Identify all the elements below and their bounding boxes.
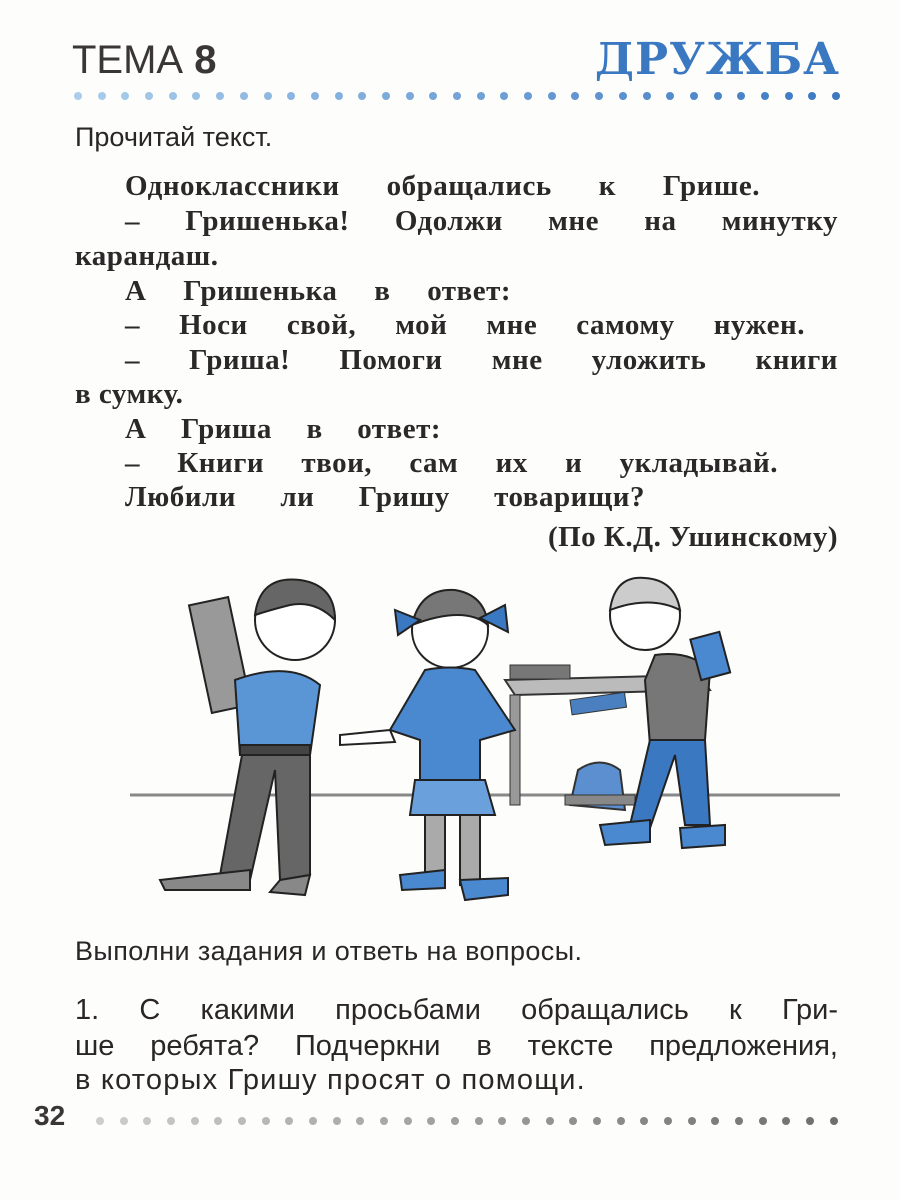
story-source: (По К.Д. Ушинскому): [547, 521, 838, 553]
dot: [356, 1117, 364, 1125]
dot: [358, 92, 366, 100]
dot: [808, 92, 816, 100]
girl: [340, 590, 515, 900]
dot: [333, 1117, 341, 1125]
story-line: А Гриша в ответ:: [125, 413, 441, 445]
dot: [238, 1117, 246, 1125]
dot: [832, 92, 840, 100]
dot: [524, 92, 532, 100]
dot: [380, 1117, 388, 1125]
theme-heading: [72, 38, 217, 83]
story-line: Любили ли Гришу товарищи?: [125, 481, 645, 513]
instruction: Прочитай текст.: [75, 122, 273, 152]
dot: [382, 92, 390, 100]
dot: [595, 92, 603, 100]
dot: [761, 92, 769, 100]
dot: [191, 1117, 199, 1125]
dot: [121, 92, 129, 100]
dot: [619, 92, 627, 100]
boy-with-pencils: [160, 579, 335, 895]
dot: [714, 92, 722, 100]
dot: [688, 1117, 696, 1125]
dot: [643, 92, 651, 100]
dot: [285, 1117, 293, 1125]
topic-title: ДРУЖБА: [594, 34, 840, 85]
dot: [335, 92, 343, 100]
story-line: – Гришенька! Одолжи мне на минутку: [125, 205, 838, 237]
dot: [498, 1117, 506, 1125]
dot: [571, 92, 579, 100]
dot: [98, 92, 106, 100]
dot: [500, 92, 508, 100]
story-line: в сумку.: [75, 378, 184, 410]
task-line: в которых Гришу просят о помощи.: [75, 1064, 586, 1096]
dot: [548, 92, 556, 100]
dot: [192, 92, 200, 100]
dot: [569, 1117, 577, 1125]
dot: [830, 1117, 838, 1125]
dot: [453, 92, 461, 100]
story-line: – Книги твои, сам их и укладывай.: [125, 447, 778, 479]
dot: [690, 92, 698, 100]
dot: [262, 1117, 270, 1125]
story-line: – Носи свой, мой мне самому нужен.: [125, 309, 805, 341]
story-line: А Гришенька в ответ:: [125, 275, 511, 307]
theme-number: 8: [194, 38, 217, 82]
story-line: карандаш.: [75, 240, 219, 272]
theme-label: ТЕМА: [72, 38, 184, 82]
story-line: – Гриша! Помоги мне уложить книги: [125, 344, 838, 376]
dot: [711, 1117, 719, 1125]
dot: [74, 92, 82, 100]
dot: [287, 92, 295, 100]
dot: [406, 92, 414, 100]
dot: [429, 92, 437, 100]
dot: [735, 1117, 743, 1125]
dot: [593, 1117, 601, 1125]
dot: [311, 92, 319, 100]
dot: [404, 1117, 412, 1125]
dotted-divider: [74, 92, 840, 100]
tasks-heading: Выполни задания и ответь на вопросы.: [75, 936, 583, 966]
dot: [120, 1117, 128, 1125]
dot: [666, 92, 674, 100]
dot: [169, 92, 177, 100]
dot: [664, 1117, 672, 1125]
dot: [782, 1117, 790, 1125]
dot: [477, 92, 485, 100]
dot: [214, 1117, 222, 1125]
dot: [640, 1117, 648, 1125]
dot: [451, 1117, 459, 1125]
dot: [546, 1117, 554, 1125]
task-line: ше ребята? Подчеркни в тексте предложения,: [75, 1030, 838, 1062]
dot: [309, 1117, 317, 1125]
dot: [264, 92, 272, 100]
dot: [167, 1117, 175, 1125]
dot: [240, 92, 248, 100]
story-line: Одноклассники обращались к Грише.: [125, 170, 760, 202]
dot: [522, 1117, 530, 1125]
page-number: 32: [34, 1100, 66, 1131]
dot: [96, 1117, 104, 1125]
dot: [143, 1117, 151, 1125]
dot: [475, 1117, 483, 1125]
dot: [737, 92, 745, 100]
dot: [427, 1117, 435, 1125]
task-line: 1. С какими просьбами обращались к Гри-: [75, 994, 838, 1026]
dot: [145, 92, 153, 100]
dot: [216, 92, 224, 100]
dot: [759, 1117, 767, 1125]
dot: [785, 92, 793, 100]
dotted-divider: [96, 1117, 838, 1125]
illustration-children: [130, 570, 850, 915]
dot: [617, 1117, 625, 1125]
dot: [806, 1117, 814, 1125]
